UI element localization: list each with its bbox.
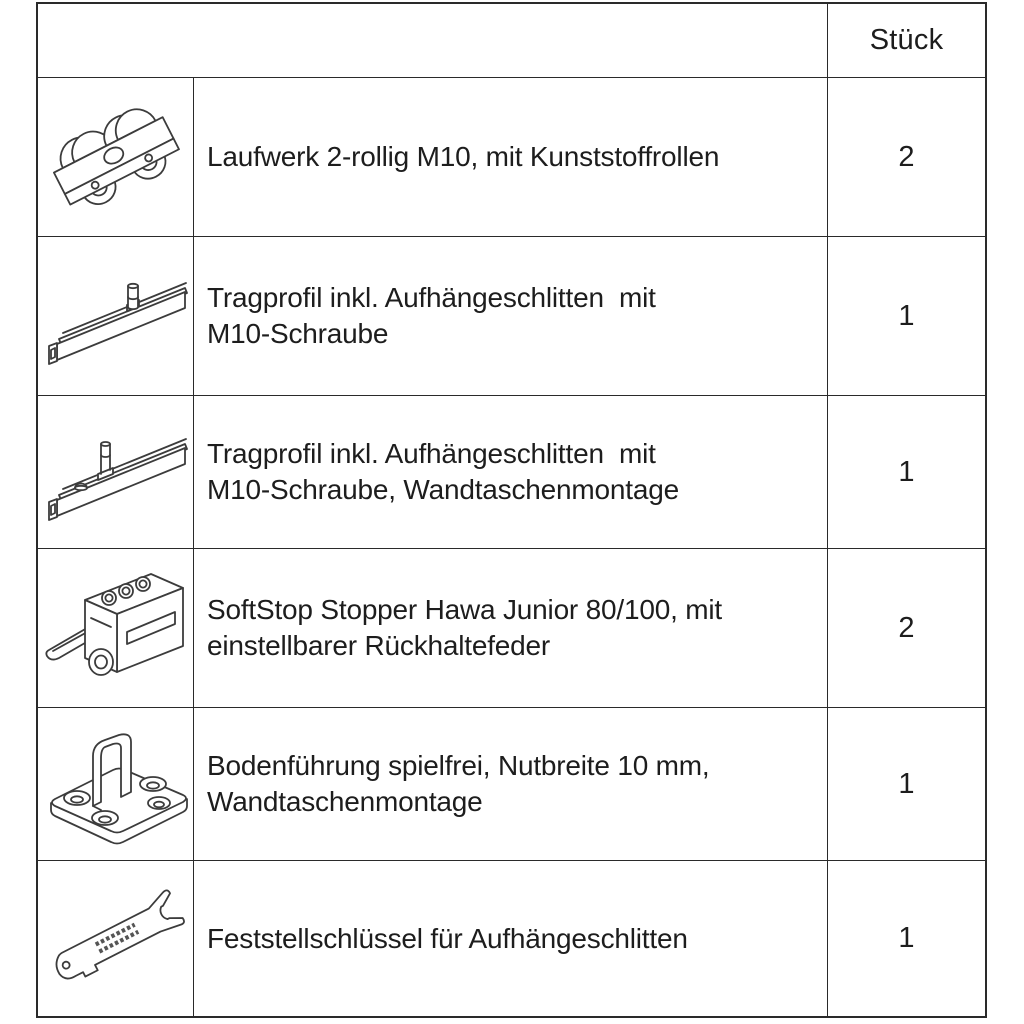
- description-line: Tragprofil inkl. Aufhängeschlitten mit: [207, 282, 656, 313]
- part-description-cell: [194, 396, 828, 549]
- description-line: Wandtaschenmontage: [207, 786, 483, 817]
- part-qty-cell: [828, 237, 985, 396]
- header-qty-cell: [828, 4, 985, 78]
- part-description-cell: [194, 78, 828, 237]
- part-image-cell: [38, 708, 194, 861]
- part-description-cell: [194, 861, 828, 1016]
- part-description: [207, 436, 679, 508]
- part-image-cell: [38, 78, 194, 237]
- track-profile-wall-pocket-icon: [41, 400, 191, 545]
- description-line: Tragprofil inkl. Aufhängeschlitten mit: [207, 438, 656, 469]
- part-image-cell: [38, 396, 194, 549]
- part-qty: 1: [898, 299, 915, 332]
- part-description-cell: [194, 708, 828, 861]
- part-qty: 1: [898, 455, 915, 488]
- softstop-stopper-icon: [41, 556, 191, 701]
- floor-guide-icon: [41, 714, 191, 854]
- part-qty-cell: [828, 708, 985, 861]
- part-qty-cell: [828, 549, 985, 708]
- description-line: Bodenführung spielfrei, Nutbreite 10 mm,: [207, 750, 710, 781]
- locking-key-wrench-icon: [38, 869, 193, 1009]
- header-empty-cell: [38, 4, 828, 78]
- part-description-cell: [194, 549, 828, 708]
- description-line: Laufwerk 2-rollig M10, mit Kunststoffrollen: [207, 141, 720, 172]
- part-qty: 1: [898, 922, 915, 954]
- part-qty-cell: [828, 396, 985, 549]
- description-line: SoftStop Stopper Hawa Junior 80/100, mit: [207, 594, 722, 625]
- description-line: Feststellschlüssel für Aufhängeschlitten: [207, 922, 688, 954]
- part-qty: 1: [898, 767, 915, 800]
- part-qty: 2: [898, 140, 915, 173]
- part-image-cell: [38, 237, 194, 396]
- part-image-cell: [38, 861, 194, 1016]
- part-image-cell: [38, 549, 194, 708]
- description-line: M10-Schraube, Wandtaschenmontage: [207, 474, 679, 505]
- part-qty-cell: [828, 861, 985, 1016]
- part-description: [207, 280, 656, 352]
- part-description: [207, 139, 719, 175]
- part-qty: 2: [898, 611, 915, 644]
- roller-carriage-icon: [41, 82, 191, 232]
- description-line: M10-Schraube: [207, 318, 389, 349]
- qty-column-header: Stück: [869, 24, 944, 56]
- parts-list-table: [36, 2, 987, 1018]
- part-description: [207, 921, 688, 957]
- track-profile-bolt-icon: [41, 244, 191, 389]
- description-line: einstellbarer Rückhaltefeder: [207, 630, 551, 661]
- part-description: [207, 592, 722, 664]
- part-qty-cell: [828, 78, 985, 237]
- part-description: [207, 748, 710, 820]
- part-description-cell: [194, 237, 828, 396]
